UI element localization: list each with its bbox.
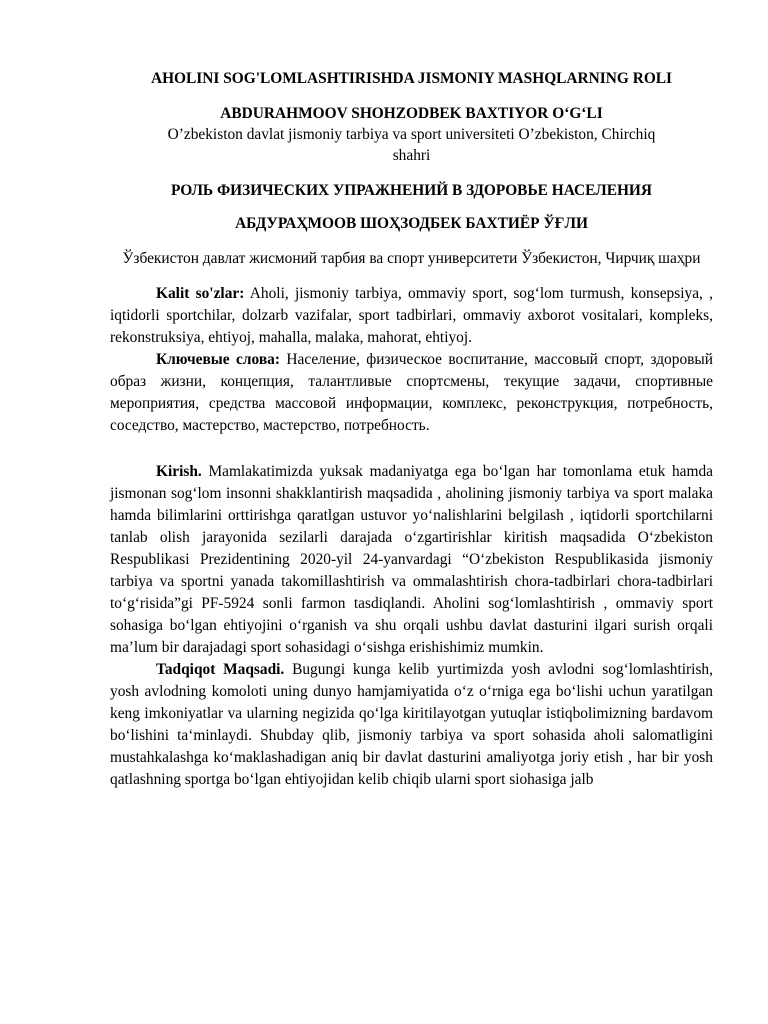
research-purpose-label: Tadqiqot Maqsadi. [156, 661, 285, 678]
keywords-uzbek-text: Aholi, jismoniy tarbiya, ommaviy sport, sog‘lom turmush, konsepsiya, , iqtidorli sportchilar, dolzarb vazifalar, sport tadbirlari, ommaviy axborot vositalari, kompleks, rekonstruksiya, ehtiyoj, mahalla, malaka, mahorat, ehtiyoj. [110, 285, 713, 346]
introduction-text: Mamlakatimizda yuksak madaniyatga ega bo‘lgan har tomonlama etuk hamda jismonan sog‘lom insonni shakklantirish maqsadida , aholining jismoniy tarbiya va sport malaka hamda bilimlarini orttirishga qaratlgan ustuvor yo‘nalishlarini belgilash , iqtidorli sportchilarni tanlab olish jarayonida sezilarli darajada o‘zgartirishlar kiritish maqsadida O‘zbekiston Respublikasi Prezidentining 2020-yil 24-yanvardagi “O‘zbekiston Respublikasida jismoniy tarbiya va sportni yanada takomillashtirish va ommalashtirish chora-tadbirlari chora-tadbirlari to‘g‘risida”gi PF-5924 sonli farmon tasdiqlandi. Aholini sog‘lomlashtirish , ommaviy sport sohasiga bo‘lgan ehtiyojini o‘rganish va shu orqali ushbu davlat dasturini ilgari surish orqali ma’lum bir darajadagi sport sohasidagi o‘sishga erishishimiz mumkin. [110, 463, 714, 656]
affiliation-russian: Ўзбекистон давлат жисмоний тарбия ва спорт университети Ўзбекистон, Чирчиқ шаҳри [122, 250, 701, 267]
introduction-paragraph [110, 461, 713, 659]
author-russian: АБДУРАҲМООВ ШОҲЗОДБЕК БАХТИЁР ЎҒЛИ [235, 215, 588, 232]
research-purpose-text: Bugungi kunga kelib yurtimizda yosh avlodni sog‘lomlashtirish, yosh avlodning komoloti uning dunyo hamjamiyatida o‘z o‘rniga ega bo‘lishi uchun yaratilgan keng imkoniyatlar va ularning negizida qo‘lga kiritilayotgan yutuqlar istiqbolimizning bardavom bo‘lishini ta‘minlaydi. Shubday qlib, jismoniy tarbiya va sport sohasida aholi salomatligini mustahkalashga ko‘maklashadigan aniq bir davlat dasturini amaliyotga joriy etish , har bir yosh qatlashning sportga bo‘lgan ehtiyojidan kelib chiqib ularni sport siohasiga jalb [110, 661, 713, 788]
keywords-uzbek-label: Kalit so'zlar: [156, 285, 245, 302]
affiliation-uzbek: O’zbekiston davlat jismoniy tarbiya va sport universiteti O’zbekiston, Chirchiq shahri [167, 126, 656, 164]
document-page [110, 68, 713, 791]
keywords-russian-paragraph [110, 349, 713, 437]
research-purpose-paragraph [110, 659, 713, 791]
keywords-russian-text: Население, физическое воспитание, массовый спорт, здоровый образ жизни, концепция, талантливые спортсмены, текущие задачи, спортивные мероприятия, средства массовой информации, комплекс, реконструкция, потребность, соседство, мастерство, мастерство, потребность. [110, 351, 713, 434]
title-uzbek: AHOLINI SOG'LOMLASHTIRISHDA JISMONIY MASHQLARNING ROLI [150, 70, 673, 87]
introduction-label: Kirish. [156, 463, 202, 480]
title-russian: РОЛЬ ФИЗИЧЕСКИХ УПРАЖНЕНИЙ В ЗДОРОВЬЕ НАСЕЛЕНИЯ [170, 182, 653, 199]
keywords-russian-label: Ключевые слова: [156, 351, 280, 368]
keywords-uzbek-paragraph [110, 283, 713, 349]
author-uzbek: ABDURAHMOOV SHOHZODBEK BAXTIYOR O‘G‘LI [220, 105, 603, 122]
